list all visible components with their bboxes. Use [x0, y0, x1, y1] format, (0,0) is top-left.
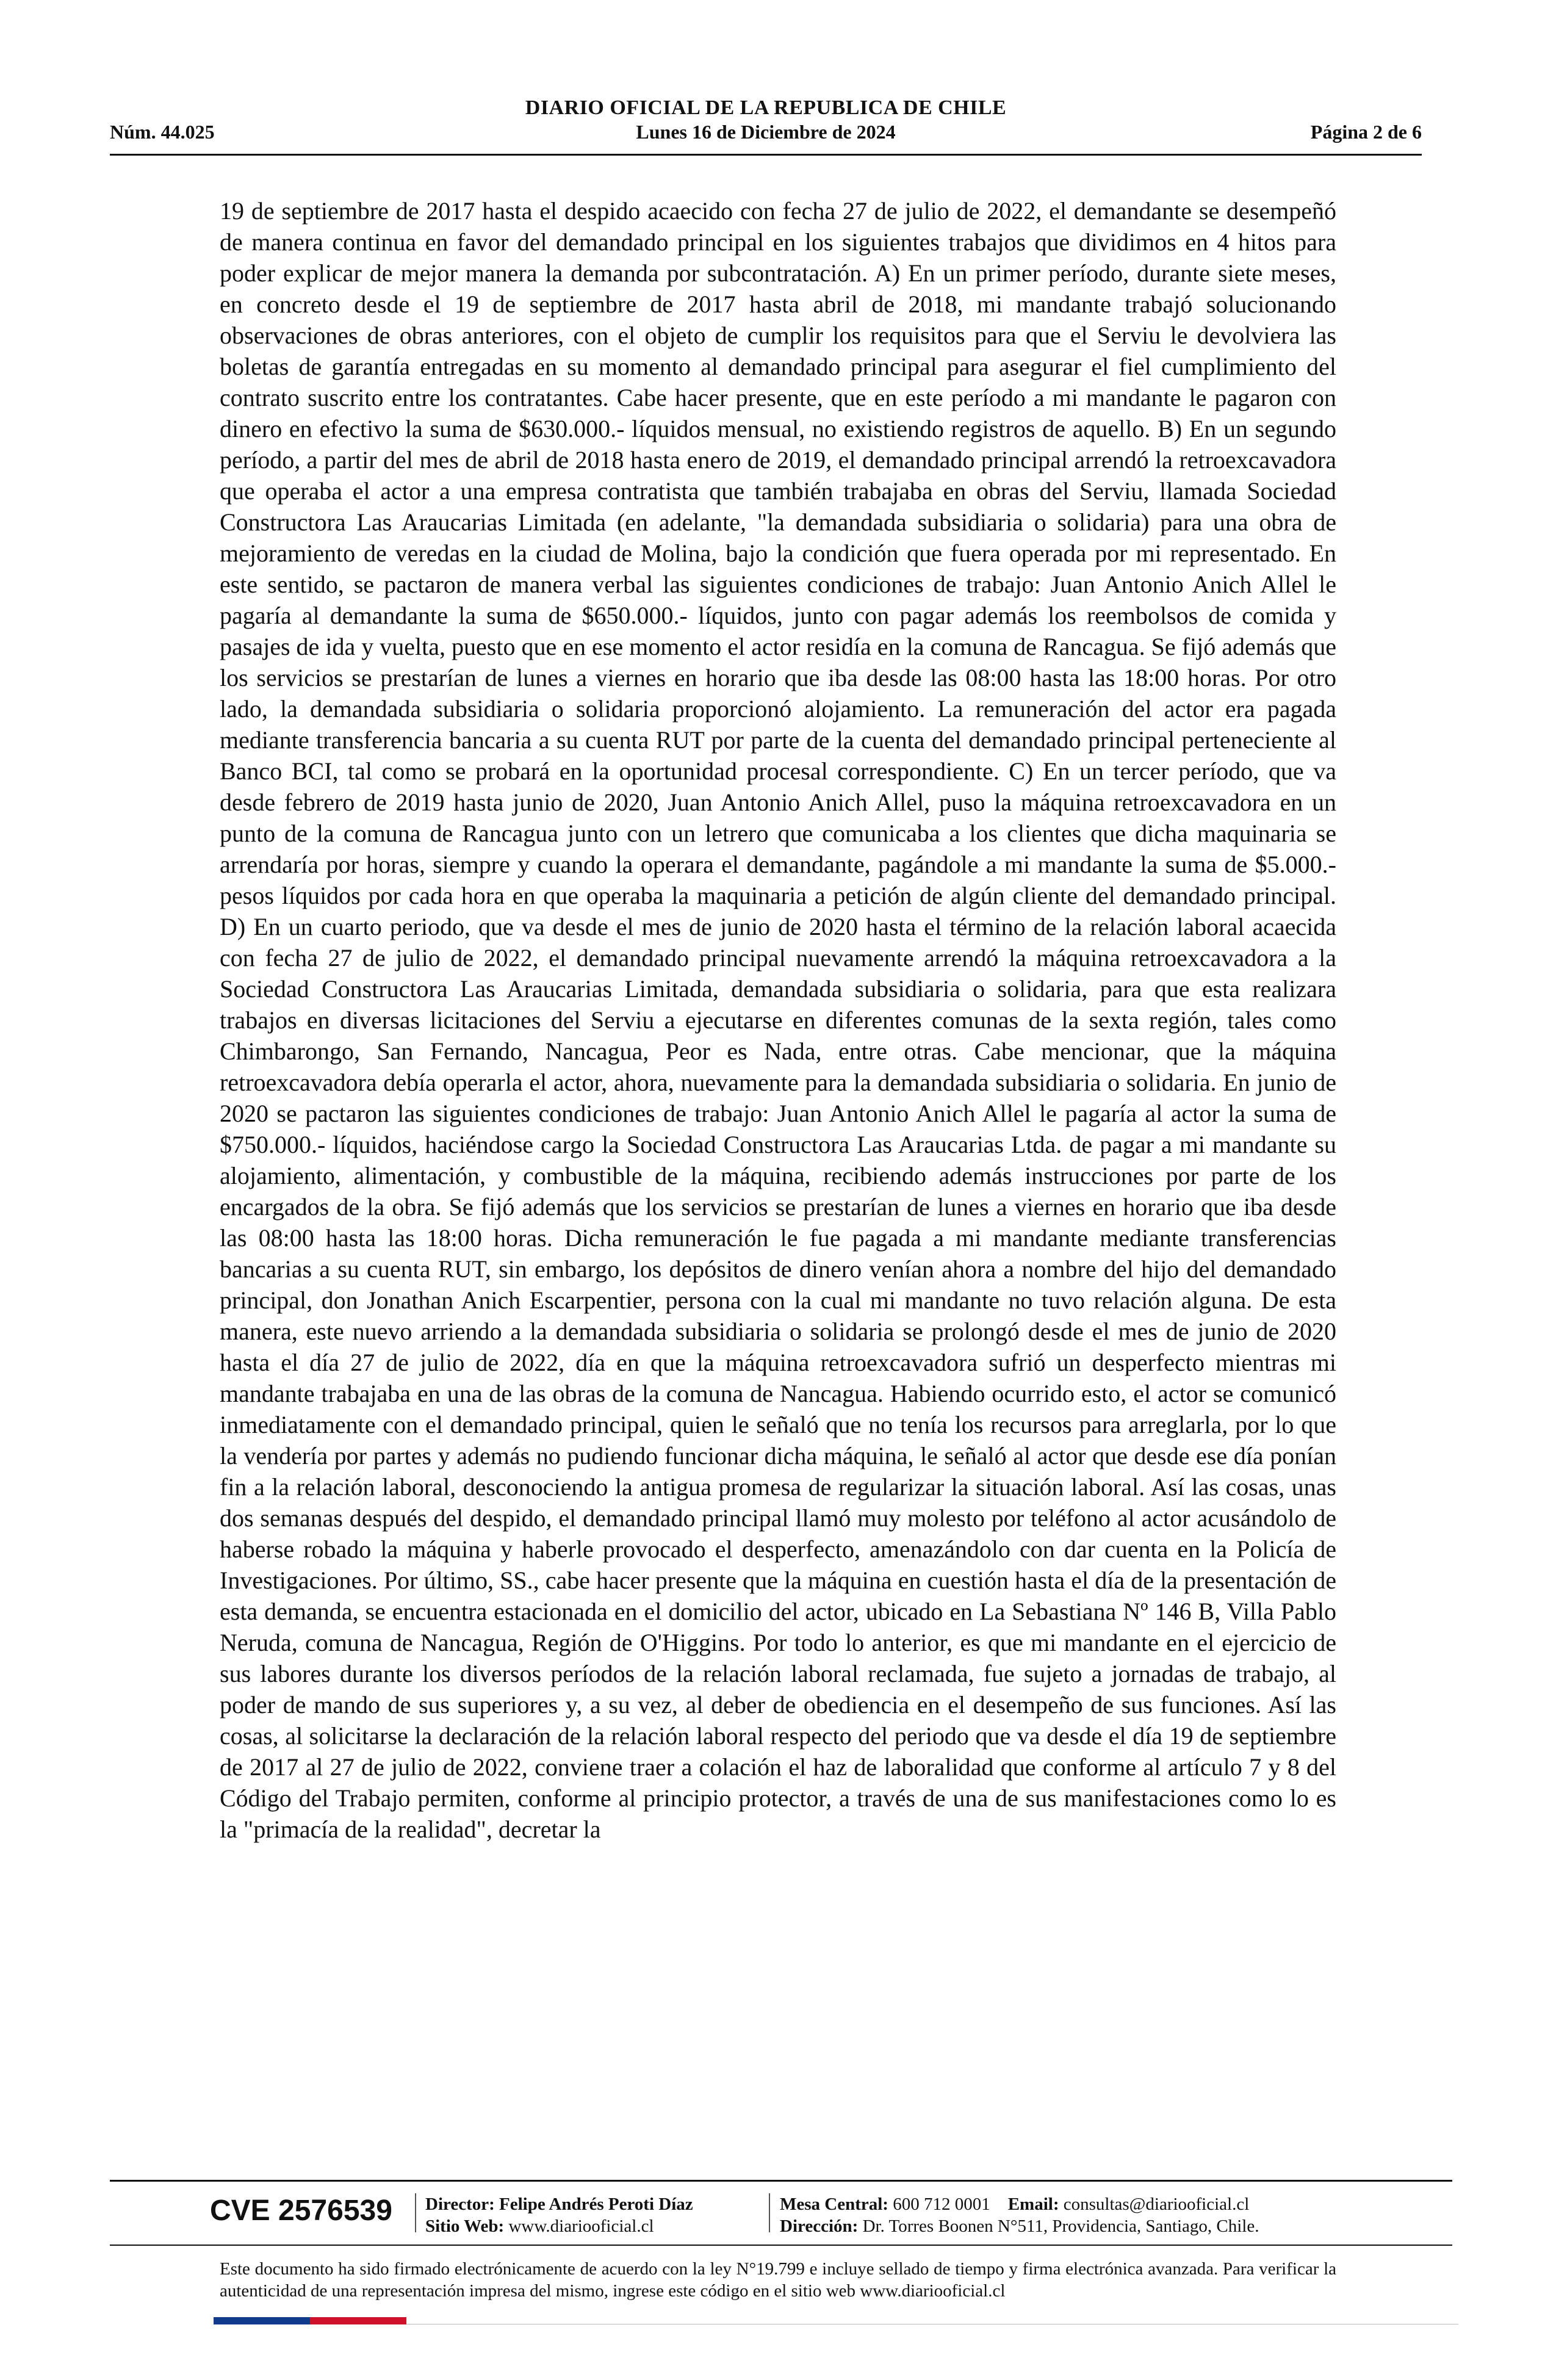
website-label: Sitio Web: — [425, 2216, 505, 2236]
mesa-phone: 600 712 0001 — [893, 2194, 990, 2214]
footer-contact-block — [780, 2193, 1259, 2237]
footer-divider-secondary — [110, 2245, 1452, 2246]
issue-number: Núm. 44.025 — [110, 121, 215, 143]
mesa-label: Mesa Central: — [780, 2194, 888, 2214]
publication-date: Lunes 16 de Diciembre de 2024 — [636, 121, 896, 143]
director-label: Director: — [425, 2194, 495, 2214]
signature-notice: Este documento ha sido firmado electrónicamente de acuerdo con la ley N°19.799 e incluye sellado de tiempo y firma electrónica avanzada. Para verificar la autenticidad de una representación impresa del mismo, ingrese este código en el sitio web www.diariooficial.cl — [220, 2259, 1336, 2301]
flag-red-segment — [310, 2317, 406, 2324]
header-divider — [110, 154, 1422, 156]
address-value: Dr. Torres Boonen N°511, Providencia, Santiago, Chile. — [862, 2216, 1259, 2236]
cve-code: CVE 2576539 — [210, 2194, 392, 2227]
footer-separator — [415, 2193, 416, 2232]
flag-blue-segment — [214, 2317, 310, 2324]
footer-separator — [769, 2193, 770, 2232]
website-link[interactable]: www.diariooficial.cl — [508, 2216, 654, 2236]
page-header — [110, 92, 1422, 159]
flag-stripe — [214, 2317, 406, 2324]
body-paragraph: 19 de septiembre de 2017 hasta el despido acaecido con fecha 27 de julio de 2022, el demandante se desempeñó de manera continua en favor del demandado principal en los siguientes trabajos que dividimos en 4 hitos para poder explicar de mejor manera la demanda por subcontratación. A) En un primer período, durante siete meses, en concreto desde el 19 de septiembre de 2017 hasta abril de 2018, mi mandante trabajó solucionando observaciones de obras anteriores, con el objeto de cumplir los requisitos para que el Serviu le devolviera las boletas de garantía entregadas en su momento al demandado principal para asegurar el fiel cumplimiento del contrato suscrito entre los contratantes. Cabe hacer presente, que en este período a mi mandante le pagaron con dinero en efectivo la suma de $630.000.- líquidos mensual, no existiendo registros de aquello. B) En un segundo período, a partir del mes de abril de 2018 hasta enero de 2019, el demandado principal arrendó la retroexcavadora que operaba el actor a una empresa contratista que también trabajaba en obras del Serviu, llamada Sociedad Constructora Las Araucarias Limitada (en adelante, "la demandada subsidiaria o solidaria) para una obra de mejoramiento de veredas en la ciudad de Molina, bajo la condición que fuera operada por mi representado. En este sentido, se pactaron de manera verbal las siguientes condiciones de trabajo: Juan Antonio Anich Allel le pagaría al demandante la suma de $650.000.- líquidos, junto con pagar además los reembolsos de comida y pasajes de ida y vuelta, puesto que en ese momento el actor residía en la comuna de Rancagua. Se fijó además que los servicios se prestarían de lunes a viernes en horario que iba desde las 08:00 hasta las 18:00 horas. Por otro lado, la demandada subsidiaria o solidaria proporcionó alojamiento. La remuneración del actor era pagada mediante transferencia bancaria a su cuenta RUT por parte de la cuenta del demandado principal perteneciente al Banco BCI, tal como se probará en la oportunidad procesal correspondiente. C) En un tercer período, que va desde febrero de 2019 hasta junio de 2020, Juan Antonio Anich Allel, puso la máquina retroexcavadora en un punto de la comuna de Rancagua junto con un letrero que comunicaba a los clientes que dicha maquinaria se arrendaría por horas, siempre y cuando la operara el demandante, pagándole a mi mandante la suma de $5.000.- pesos líquidos por cada hora en que operaba la maquinaria a petición de algún cliente del demandado principal. D) En un cuarto periodo, que va desde el mes de junio de 2020 hasta el término de la relación laboral acaecida con fecha 27 de julio de 2022, el demandado principal nuevamente arrendó la máquina retroexcavadora a la Sociedad Constructora Las Araucarias Limitada, demandada subsidiaria o solidaria, para que esta realizara trabajos en diversas licitaciones del Serviu a ejecutarse en diferentes comunas de la sexta región, tales como Chimbarongo, San Fernando, Nancagua, Peor es Nada, entre otras. Cabe mencionar, que la máquina retroexcavadora debía operarla el actor, ahora, nuevamente para la demandada subsidiaria o solidaria. En junio de 2020 se pactaron las siguientes condiciones de trabajo: Juan Antonio Anich Allel le pagaría al actor la suma de $750.000.- líquidos, haciéndose cargo la Sociedad Constructora Las Araucarias Ltda. de pagar a mi mandante su alojamiento, alimentación, y combustible de la máquina, recibiendo además instrucciones por parte de los encargados de la obra. Se fijó además que los servicios se prestarían de lunes a viernes en horario que iba desde las 08:00 hasta las 18:00 horas. Dicha remuneración le fue pagada a mi mandante mediante transferencias bancarias a su cuenta RUT, sin embargo, los depósitos de dinero venían ahora a nombre del hijo del demandado principal, don Jonathan Anich Escarpentier, persona con la cual mi mandante no tuvo relación alguna. De esta manera, este nuevo arriendo a la demandada subsidiaria o solidaria se prolongó desde el mes de junio de 2020 hasta el día 27 de julio de 2022, día en que la máquina retroexcavadora sufrió un desperfecto mientras mi mandante trabajaba en una de las obras de la comuna de Nancagua. Habiendo ocurrido esto, el actor se comunicó inmediatamente con el demandado principal, quien le señaló que no tenía los recursos para arreglarla, por lo que la vendería por partes y además no pudiendo funcionar dicha máquina, le señaló al actor que desde ese día ponían fin a la relación laboral, desconociendo la antigua promesa de regularizar la situación laboral. Así las cosas, unas dos semanas después del despido, el demandado principal llamó muy molesto por teléfono al actor acusándolo de haberse robado la máquina y haberle provocado el desperfecto, amenazándolo con dar cuenta en la Policía de Investigaciones. Por último, SS., cabe hacer presente que la máquina en cuestión hasta el día de la presentación de esta demanda, se encuentra estacionada en el domicilio del actor, ubicado en La Sebastiana Nº 146 B, Villa Pablo Neruda, comuna de Nancagua, Región de O'Higgins. Por todo lo anterior, es que mi mandante en el ejercicio de sus labores durante los diversos períodos de la relación laboral reclamada, fue sujeto a jornadas de trabajo, al poder de mando de sus superiores y, a su vez, al deber de obediencia en el desempeño de sus funciones. Así las cosas, al solicitarse la declaración de la relación laboral respecto del periodo que va desde el día 19 de septiembre de 2017 al 27 de julio de 2022, conviene traer a colación el haz de laboralidad que conforme al artículo 7 y 8 del Código del Trabajo permiten, conforme al principio protector, a través de una de sus manifestaciones como lo es la "primacía de la realidad", decretar la — [220, 197, 1336, 1843]
email-link[interactable]: consultas@diariooficial.cl — [1063, 2194, 1250, 2214]
email-label: Email: — [1007, 2194, 1059, 2214]
footer-divider — [110, 2180, 1452, 2182]
document-body — [220, 195, 1336, 2093]
footer-director-block — [425, 2193, 693, 2237]
publication-title: DIARIO OFICIAL DE LA REPUBLICA DE CHILE — [525, 96, 1007, 119]
page-indicator: Página 2 de 6 — [1310, 121, 1422, 143]
address-label: Dirección: — [780, 2216, 859, 2236]
director-name: Felipe Andrés Peroti Díaz — [499, 2194, 693, 2214]
